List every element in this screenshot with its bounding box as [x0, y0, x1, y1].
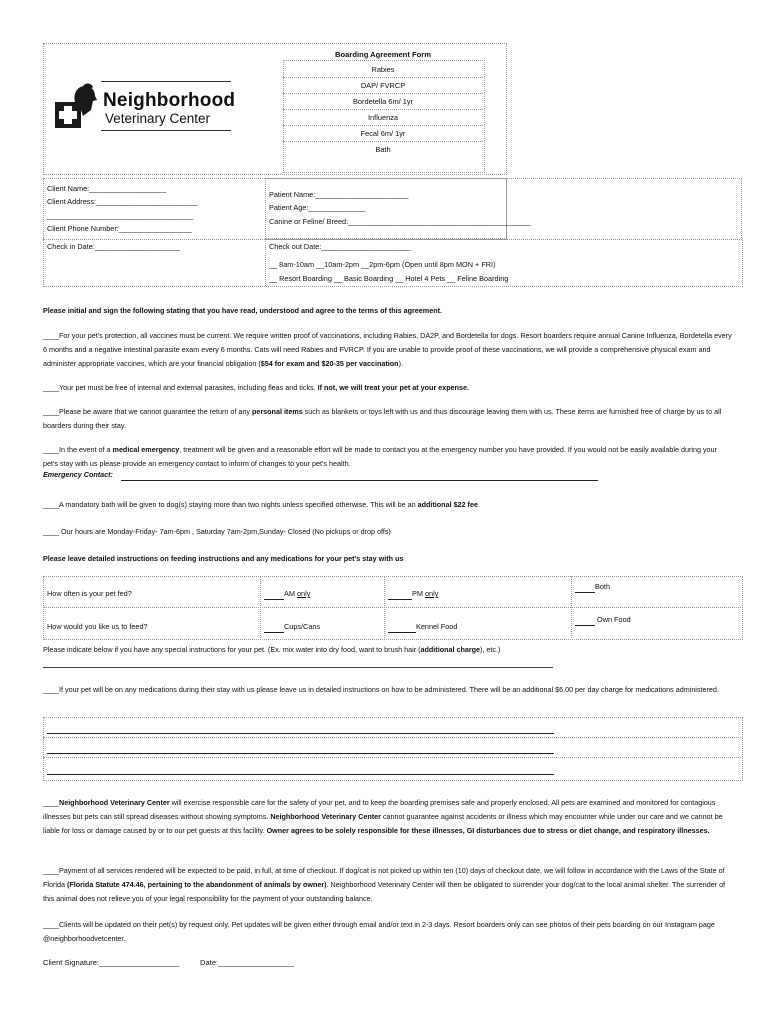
medication-line-1[interactable]: [47, 733, 554, 734]
medication-box: [43, 717, 743, 781]
emergency-contact-field[interactable]: [43, 470, 603, 479]
special-instructions: Please indicate below if you have any special instructions for your pet. (Ex. mix water into dry food, want to brush hair (additional charge), etc.): [43, 645, 501, 654]
vaccine-bordetella[interactable]: Bordetella 6m/ 1yr: [283, 94, 483, 110]
feeding-heading: Please leave detailed instructions on feeding instructions and any medications for your pet's stay with us: [43, 554, 404, 563]
feeding-both-option[interactable]: Both: [575, 581, 610, 593]
service-options[interactable]: __ Resort Boarding __ Basic Boarding __ Hotel 4 Pets __ Feline Boarding: [269, 274, 509, 283]
logo-subtitle: Veterinary Center: [105, 111, 211, 126]
checkout-date[interactable]: Check out Date:______________________: [269, 242, 411, 251]
special-instructions-line[interactable]: [43, 667, 553, 668]
medication-line-3[interactable]: [47, 774, 554, 775]
client-name[interactable]: Client Name:___________________: [47, 184, 167, 193]
medication-row-divider-2: [43, 757, 741, 758]
feeding-col2: [384, 576, 385, 638]
vaccine-dap[interactable]: DAP/ FVRCP: [283, 78, 483, 94]
updates-policy: ____Clients will be updated on their pet(s) by request only. Pet updates will be given either through email and/or text in 2-3 days. Resort boarders only can see photos of their pets boarding on our Instagram page @neighborhoodvetcenter.: [43, 920, 715, 943]
emergency-contact-line: [121, 480, 598, 481]
checkin-date[interactable]: Check in Date:_____________________: [47, 242, 181, 251]
medication-line-2[interactable]: [47, 753, 554, 754]
parasite-policy: ____Your pet must be free of internal and external parasites, including fleas and ticks. If not, we will treat your pet at your expense.: [43, 383, 470, 392]
feeding-row-divider: [43, 607, 741, 608]
logo-mark-icon: [53, 80, 103, 140]
checkin-divider: [265, 238, 266, 286]
logo-name: Neighborhood: [103, 90, 236, 111]
feeding-am-option[interactable]: AM only: [264, 588, 310, 600]
feeding-cups-option[interactable]: Cups/Cans: [264, 621, 320, 633]
liability-policy: ____Neighborhood Veterinary Center will exercise responsible care for the safety of your pet, and to keep the boarding premises safe and properly enclosed. All pets are examined and monitored for contagious illnesses but pets can still spread diseases without showing symptoms. Neighborhood Veterinary Center cannot guarantee against accidents or illness which may encounter while under our care and we cannot be liable for loss or damage caused by or to our pet guests at this facility. Owner agrees to be solely responsible for these illnesses, GI disturbances due to stress or diet change, and respiratory illnesses.: [43, 798, 723, 835]
vaccine-fecal[interactable]: Fecal 6m/ 1yr: [283, 126, 483, 142]
form-title: Boarding Agreement Form: [335, 50, 431, 59]
feeding-frequency-question: How often is your pet fed?: [47, 589, 132, 598]
logo-rule-top: [101, 81, 231, 82]
patient-age[interactable]: Patient Age:______________: [269, 203, 366, 212]
feeding-col3: [571, 576, 572, 638]
emergency-policy: ____In the event of a medical emergency, treatment will be given and a reasonable effort will be made to contact you at the emergency number you have provided. If you would not be easily available during your pet's stay with us please provide an emergency contact to inform of changes to your pet's health.: [43, 445, 717, 468]
client-phone[interactable]: Client Phone Number:__________________: [47, 224, 192, 233]
emergency-contact-label: Emergency Contact:: [43, 470, 113, 479]
feeding-method-question: How would you like us to feed?: [47, 622, 148, 631]
hours-policy: ____ Our hours are Monday-Friday- 7am-6pm , Saturday 7am-2pm,Sunday- Closed (No pickups or drop offs): [43, 527, 391, 536]
medication-row-divider-1: [43, 737, 741, 738]
vaccine-rabies[interactable]: Rabies: [283, 62, 483, 78]
medications-policy: ____If your pet will be on any medications during their stay with us please leave us in detailed instructions on how to be administered. There will be an additional $6.00 per day charge for medications administered.: [43, 685, 719, 694]
patient-name[interactable]: Patient Name:_______________________: [269, 190, 409, 199]
bath-policy: ____A mandatory bath will be given to dog(s) staying more than two nights unless specified otherwise. This will be an additional $22 fee.: [43, 500, 480, 509]
logo-rule-bottom: [101, 130, 231, 131]
payment-policy: ____Payment of all services rendered will be expected to be paid, in full, at time of checkout. If dog/cat is not picked up within ten (10) days of checkout date, we will follow in accordance with the Laws of the State of Florida (Florida Statute 474.46, pertaining to the abandonment of animals by owner). Neighborhood Veterinary Center will then be obligated to surrender your dog/cat to the local animal shelter. The surrender of this animal does not relieve you of your legal responsibility for the payment of your outstanding balance.: [43, 866, 726, 903]
patient-species[interactable]: Canine or Feline/ Breed:_____________________________________________: [269, 217, 531, 226]
time-options[interactable]: __ 8am-10am __10am-2pm __2pm-6pm (Open until 8pm MON + FRI): [269, 260, 496, 269]
signature-date[interactable]: Date:__________________: [200, 958, 295, 967]
vaccine-influenza[interactable]: Influenza: [283, 110, 483, 126]
feeding-pm-option[interactable]: PM only: [388, 588, 438, 600]
feeding-own-option[interactable]: Own Food: [575, 614, 631, 626]
personal-items-policy: ____Please be aware that we cannot guarantee the return of any personal items such as blankets or toys left with us and thus discourage leaving them with us. These items are furnished free of charge by us to all boarders during their stay.: [43, 407, 722, 430]
vaccine-policy: ____For your pet's protection, all vaccines must be current. We require written proof of vaccinations, including Rabies, DA2P, and Bordetella for dogs. Resort boarders require annual Canine Influenza, Bordetella every 6 months and a negative intestinal parasite exam every 6 months. Cats will need Rabies and FVRCP. If you are unable to provide proof of these vaccinations, we will provide a comprehensive physical exam and administer appropriate vaccines, which are your financial obligation ($54 for exam and $20-35 per vaccination).: [43, 331, 732, 368]
feeding-col1: [260, 576, 261, 638]
logo: [53, 80, 236, 140]
client-signature[interactable]: Client Signature:___________________: [43, 958, 180, 967]
vaccine-bath[interactable]: Bath: [375, 145, 391, 154]
feeding-kennel-option[interactable]: Kennel Food: [388, 621, 457, 633]
client-address-line2[interactable]: ____________________________________: [47, 211, 194, 220]
client-address[interactable]: Client Address:_________________________: [47, 197, 198, 206]
agreement-intro: Please initial and sign the following stating that you have read, understood and agree to the terms of this agreement.: [43, 306, 442, 315]
